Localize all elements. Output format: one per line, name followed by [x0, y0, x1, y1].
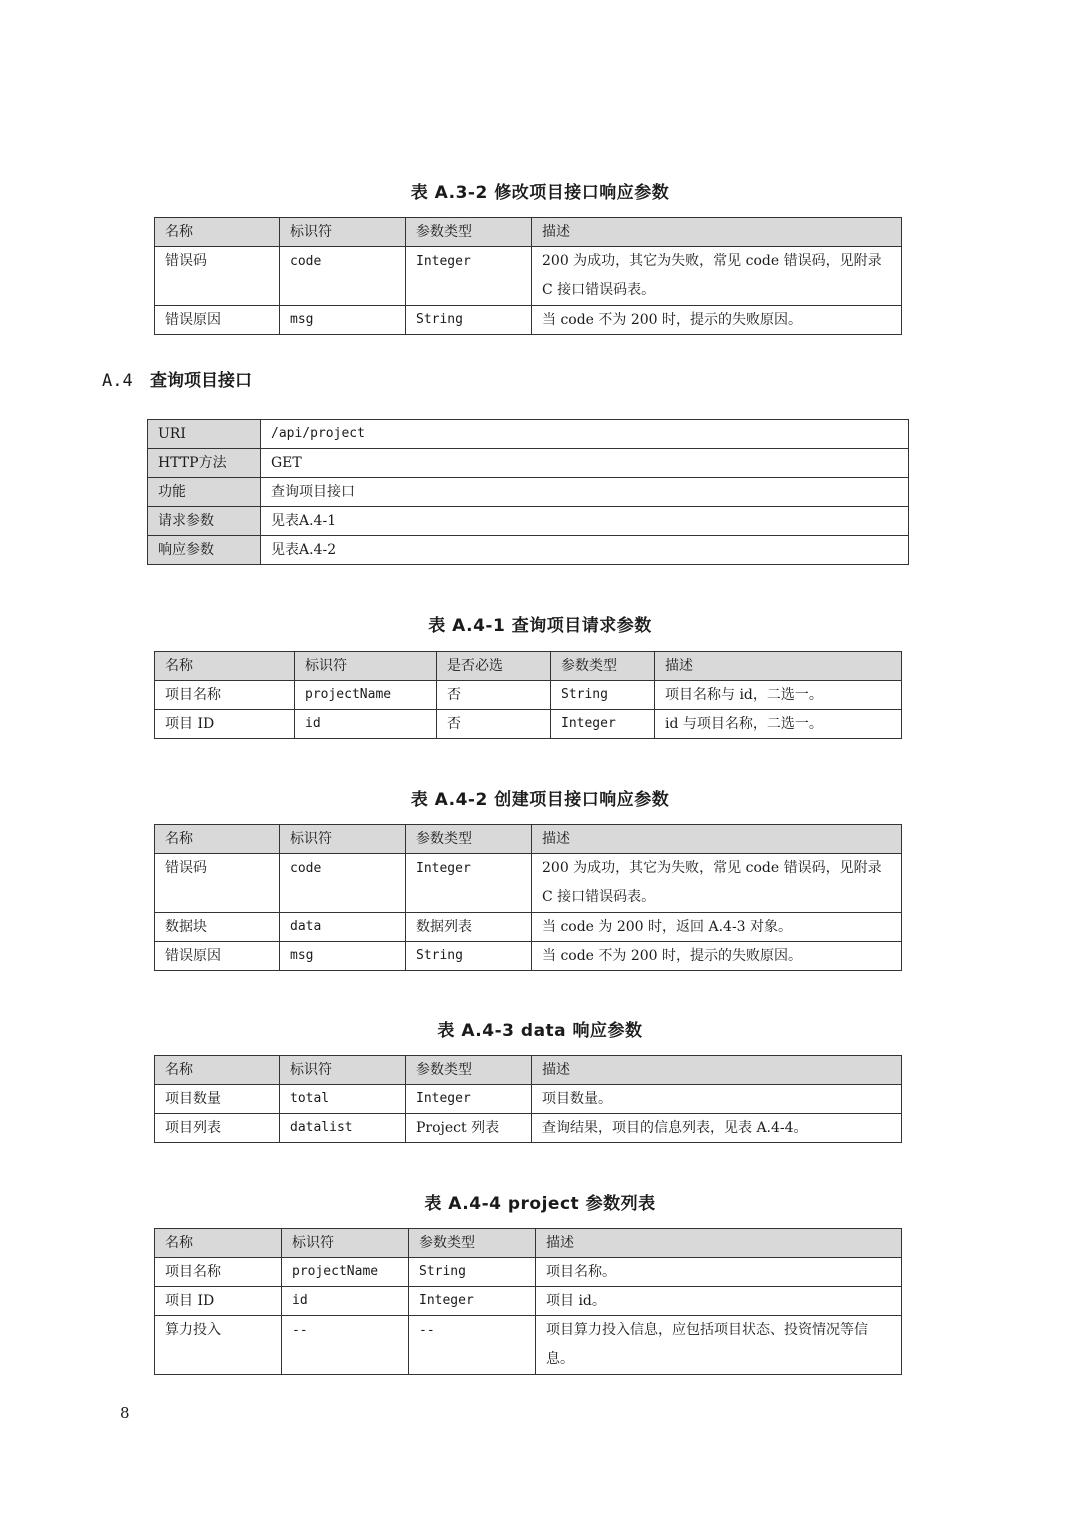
- header-cell: 标识符: [280, 1056, 406, 1085]
- table-caption-a4-4: 表 A.4-4 project 参数列表: [424, 1194, 656, 1214]
- table-header-row: [155, 1229, 902, 1258]
- header-cell: 标识符: [295, 652, 437, 681]
- header-cell: 描述: [532, 218, 902, 247]
- header-cell: 名称: [155, 1229, 282, 1258]
- table-row: [148, 478, 909, 507]
- table-row: [148, 449, 909, 478]
- table-a3-2: [154, 217, 902, 335]
- table-cell: 项目 ID: [155, 1287, 282, 1316]
- table-cell: 当 code 不为 200 时，提示的失败原因。: [532, 306, 902, 335]
- header-cell: 名称: [155, 652, 295, 681]
- table-row: [155, 247, 902, 306]
- table-cell: 200 为成功，其它为失败，常见 code 错误码，见附录 C 接口错误码表。: [532, 247, 902, 306]
- header-cell: 描述: [655, 652, 902, 681]
- table-row: [148, 420, 909, 449]
- header-cell: 描述: [532, 1056, 902, 1085]
- table-cell: msg: [280, 942, 406, 971]
- table-cell: 项目名称。: [536, 1258, 902, 1287]
- table-cell-value: 查询项目接口: [261, 478, 909, 507]
- table-row: [155, 1316, 902, 1375]
- table-cell-label: 响应参数: [148, 536, 261, 565]
- table-cell: 数据列表: [406, 913, 532, 942]
- header-cell: 标识符: [282, 1229, 409, 1258]
- table-row: [148, 507, 909, 536]
- table-a4-2: [154, 824, 902, 971]
- header-cell: 描述: [536, 1229, 902, 1258]
- table-header-row: [155, 652, 902, 681]
- table-cell-label: HTTP方法: [148, 449, 261, 478]
- table-row: [155, 681, 902, 710]
- table-cell: 项目名称: [155, 681, 295, 710]
- table-cell: 项目数量: [155, 1085, 280, 1114]
- table-cell: 错误码: [155, 247, 280, 306]
- header-cell: 标识符: [280, 825, 406, 854]
- table-caption-a3-2: 表 A.3-2 修改项目接口响应参数: [410, 183, 670, 203]
- table-cell-label: 功能: [148, 478, 261, 507]
- table-cell: code: [280, 247, 406, 306]
- interface-info-table: [147, 419, 909, 565]
- table-cell: code: [280, 854, 406, 913]
- table-cell: 算力投入: [155, 1316, 282, 1375]
- header-cell: 名称: [155, 218, 280, 247]
- table-cell: Integer: [406, 247, 532, 306]
- table-cell: String: [406, 306, 532, 335]
- table-cell: 200 为成功，其它为失败，常见 code 错误码，见附录 C 接口错误码表。: [532, 854, 902, 913]
- header-cell: 是否必选: [437, 652, 551, 681]
- header-cell: 参数类型: [551, 652, 655, 681]
- table-cell-label: URI: [148, 420, 261, 449]
- table-cell-value: 见表A.4-2: [261, 536, 909, 565]
- table-cell: 否: [437, 681, 551, 710]
- table-cell-value: /api/project: [261, 420, 909, 449]
- table-header-row: [155, 218, 902, 247]
- table-cell: projectName: [282, 1258, 409, 1287]
- table-header-row: [155, 825, 902, 854]
- table-row: [155, 942, 902, 971]
- table-cell: 错误原因: [155, 942, 280, 971]
- table-row: [155, 710, 902, 739]
- table-cell: 项目算力投入信息，应包括项目状态、投资情况等信息。: [536, 1316, 902, 1375]
- header-cell: 名称: [155, 1056, 280, 1085]
- table-cell: 否: [437, 710, 551, 739]
- table-cell: --: [282, 1316, 409, 1375]
- table-cell: Integer: [406, 854, 532, 913]
- table-cell: id 与项目名称，二选一。: [655, 710, 902, 739]
- table-cell: total: [280, 1085, 406, 1114]
- table-cell: 当 code 不为 200 时，提示的失败原因。: [532, 942, 902, 971]
- table-caption-a4-3: 表 A.4-3 data 响应参数: [437, 1021, 643, 1041]
- table-cell-value: GET: [261, 449, 909, 478]
- header-cell: 参数类型: [409, 1229, 536, 1258]
- table-cell: 项目列表: [155, 1114, 280, 1143]
- table-cell-label: 请求参数: [148, 507, 261, 536]
- table-header-row: [155, 1056, 902, 1085]
- header-cell: 参数类型: [406, 1056, 532, 1085]
- table-row: [155, 306, 902, 335]
- table-cell: id: [295, 710, 437, 739]
- table-row: [155, 1114, 902, 1143]
- table-cell: --: [409, 1316, 536, 1375]
- table-cell: 项目名称: [155, 1258, 282, 1287]
- table-cell: data: [280, 913, 406, 942]
- table-cell: 错误原因: [155, 306, 280, 335]
- table-cell: Project 列表: [406, 1114, 532, 1143]
- table-row: [155, 854, 902, 913]
- section-heading-a4: [102, 366, 252, 391]
- table-cell: 数据块: [155, 913, 280, 942]
- table-caption-a4-2: 表 A.4-2 创建项目接口响应参数: [410, 790, 670, 810]
- header-cell: 标识符: [280, 218, 406, 247]
- table-cell: 项目 id。: [536, 1287, 902, 1316]
- table-cell-value: 见表A.4-1: [261, 507, 909, 536]
- table-row: [155, 1258, 902, 1287]
- table-a4-4: [154, 1228, 902, 1375]
- table-cell: 当 code 为 200 时，返回 A.4-3 对象。: [532, 913, 902, 942]
- header-cell: 描述: [532, 825, 902, 854]
- header-cell: 参数类型: [406, 218, 532, 247]
- table-cell: datalist: [280, 1114, 406, 1143]
- section-title: 查询项目接口: [150, 371, 252, 391]
- table-cell: id: [282, 1287, 409, 1316]
- table-cell: 项目 ID: [155, 710, 295, 739]
- table-cell: String: [409, 1258, 536, 1287]
- table-cell: Integer: [409, 1287, 536, 1316]
- table-cell: String: [406, 942, 532, 971]
- table-cell: msg: [280, 306, 406, 335]
- header-cell: 参数类型: [406, 825, 532, 854]
- table-cell: String: [551, 681, 655, 710]
- table-row: [155, 1287, 902, 1316]
- table-a4-1: [154, 651, 902, 739]
- table-caption-a4-1: 表 A.4-1 查询项目请求参数: [428, 616, 652, 636]
- table-row: [148, 536, 909, 565]
- table-row: [155, 1085, 902, 1114]
- table-cell: Integer: [551, 710, 655, 739]
- section-number: A.4: [102, 371, 133, 391]
- table-cell: Integer: [406, 1085, 532, 1114]
- page-number: 8: [120, 1404, 130, 1422]
- table-cell: 项目名称与 id，二选一。: [655, 681, 902, 710]
- table-cell: 错误码: [155, 854, 280, 913]
- table-a4-3: [154, 1055, 902, 1143]
- table-cell: 查询结果，项目的信息列表，见表 A.4-4。: [532, 1114, 902, 1143]
- header-cell: 名称: [155, 825, 280, 854]
- table-cell: projectName: [295, 681, 437, 710]
- table-cell: 项目数量。: [532, 1085, 902, 1114]
- table-row: [155, 913, 902, 942]
